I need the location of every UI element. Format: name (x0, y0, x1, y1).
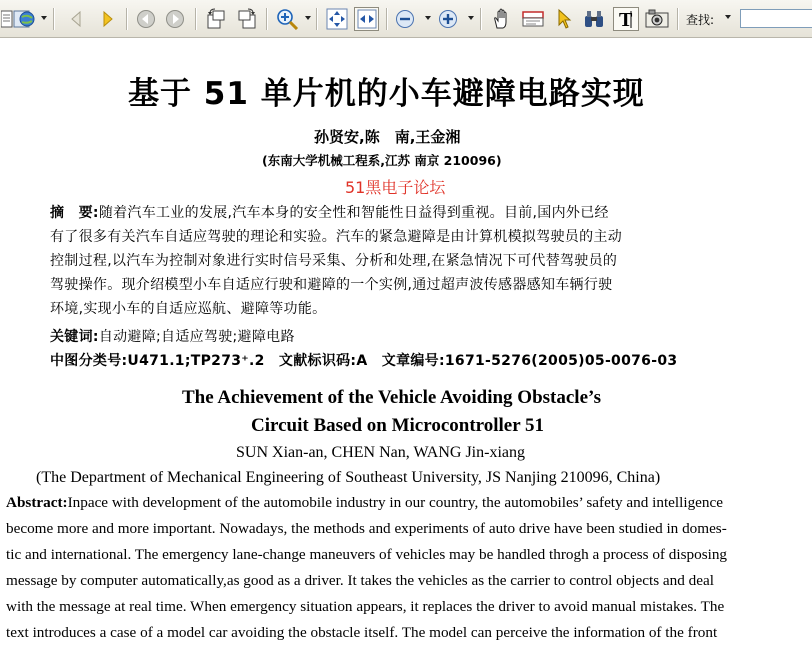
toolbar-separator (677, 8, 679, 30)
pdf-toolbar (0, 0, 812, 38)
actual-size-icon[interactable] (325, 7, 349, 31)
chevron-down-icon[interactable] (41, 16, 47, 20)
toolbar-separator (53, 8, 55, 30)
chevron-down-icon[interactable] (468, 16, 474, 20)
camera-snapshot-icon[interactable] (643, 7, 670, 31)
english-title-line-2: Circuit Based on Microcontroller 51 (251, 415, 545, 436)
toolbar-separator (316, 8, 318, 30)
zoom-in-icon[interactable] (436, 7, 460, 31)
abstract-cn-text: 随着汽车工业的发展,汽车本身的安全性和智能性日益得到重视。目前,国内外已经 (98, 205, 609, 221)
rotate-clockwise-icon[interactable] (234, 7, 260, 31)
english-authors: SUN Xian-an, CHEN Nan, WANG Jin-xiang (236, 444, 525, 461)
english-affiliation: (The Department of Mechanical Engineering of Southeast University, JS Nanjing 210096, China) (36, 469, 661, 486)
abstract-en-line: text introduces a case of a model car avoiding the obstacle itself. The model can perceive the information of the front (6, 624, 718, 641)
globe-icon[interactable] (12, 7, 38, 31)
document-page (0, 38, 812, 651)
affiliation: (东南大学机械工程系,江苏 南京 210096) (262, 153, 502, 168)
abstract-en-line: become more and more important. Nowadays, the methods and experiments of auto drive have been studied in domes- (6, 520, 727, 537)
abstract-cn-line: 驾驶操作。现介绍模型小车自适应行驶和避障的一个实例,通过超声波传感器感知车辆行驶 (50, 277, 613, 293)
go-back-icon[interactable] (134, 7, 158, 31)
chevron-down-icon[interactable] (305, 16, 311, 20)
rotate-counterclockwise-icon[interactable] (203, 7, 229, 31)
fit-width-icon[interactable] (354, 7, 379, 31)
abstract-cn-line: 环境,实现小车的自适应巡航、避障等功能。 (50, 301, 327, 317)
abstract-en-text: Inpace with development of the automobile industry in our country, the automobiles’ safety and intelligence (67, 494, 723, 511)
text-select-tool-icon[interactable] (613, 7, 639, 31)
authors: 孙贤安,陈 南,王金湘 (314, 128, 461, 146)
chevron-down-icon[interactable] (725, 15, 731, 19)
keywords-line (50, 326, 295, 346)
abstract-cn-line: 控制过程,以汽车为控制对象进行实时信号采集、分析和处理,在紧急情况下可代替驾驶员的 (50, 253, 618, 269)
zoom-in-tool-icon[interactable] (274, 7, 302, 31)
english-title-line-1: The Achievement of the Vehicle Avoiding Obstacle’s (182, 387, 602, 408)
find-binoculars-icon[interactable] (581, 7, 607, 31)
next-page-icon[interactable] (98, 7, 118, 31)
zoom-out-icon[interactable] (393, 7, 417, 31)
page-title: 基于 51 单片机的小车避障电路实现 (128, 76, 645, 112)
previous-page-icon[interactable] (66, 7, 86, 31)
find-label: 查找: (686, 13, 715, 27)
abstract-en-line: with the message at real time. When emergency situation appears, it replaces the driver to avoid manual mistakes. The (6, 598, 725, 615)
toolbar-separator (480, 8, 482, 30)
go-forward-icon[interactable] (163, 7, 187, 31)
abstract-cn-line: 有了很多有关汽车自适应驾驶的理论和实验。汽车的紧急避障是由计算机模拟驾驶员的主动 (50, 229, 622, 245)
svg-text:T: T (619, 9, 633, 30)
abstract-en-line: message by computer automatically,as good as a driver. It takes the vehicles as the carrier to control objects and deal (6, 572, 714, 589)
select-tool-icon[interactable] (553, 7, 575, 31)
keywords: 自动避障;自适应驾驶;避障电路 (98, 329, 295, 345)
chevron-down-icon[interactable] (425, 16, 431, 20)
abstract-label-en: Abstract: (6, 494, 68, 511)
abstract-cn-line (50, 202, 609, 222)
snapshot-tool-icon[interactable] (519, 7, 547, 31)
abstract-label-cn: 摘 要: (50, 205, 99, 221)
abstract-en-line: tic and international. The emergency lane-change maneuvers of vehicles may be handled throgh a process of disposing (6, 546, 728, 563)
abstract-en-line (6, 494, 723, 512)
find-input[interactable] (740, 9, 812, 28)
classification-line: 中图分类号:U471.1;TP273⁺.2 文献标识码:A 文章编号:1671-5276(2005)05-0076-03 (50, 353, 678, 369)
hand-tool-icon[interactable] (489, 7, 515, 31)
toolbar-separator (266, 8, 268, 30)
keywords-label: 关键词: (50, 329, 99, 345)
toolbar-separator (386, 8, 388, 30)
toolbar-separator (195, 8, 197, 30)
forum-watermark: 51黑电子论坛 (345, 178, 446, 197)
toolbar-separator (126, 8, 128, 30)
